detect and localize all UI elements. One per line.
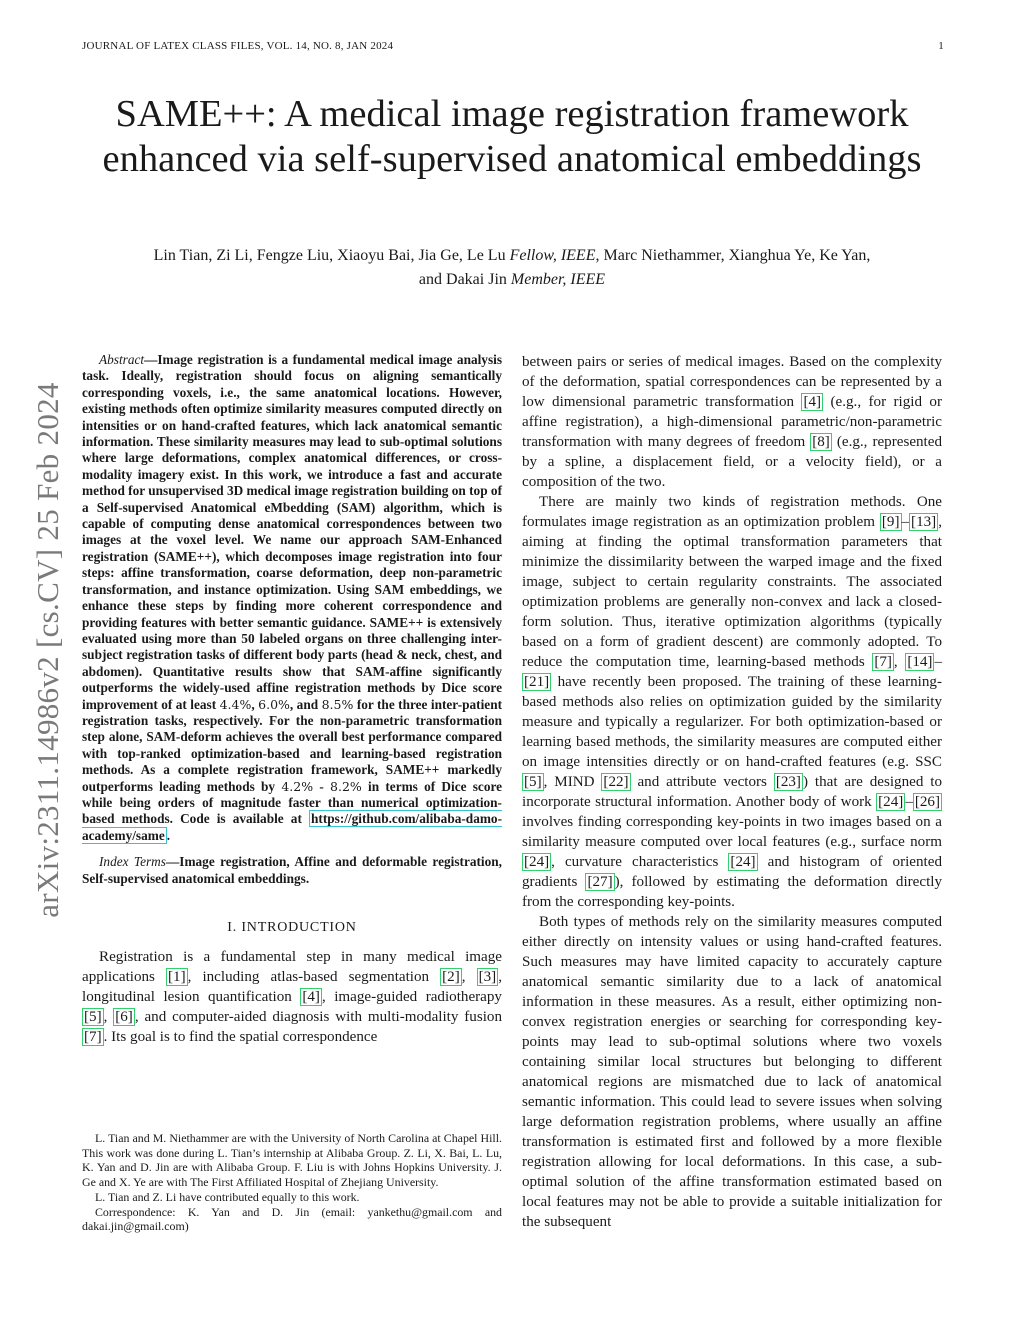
abstract-text-c: , and	[289, 696, 319, 712]
citation-link[interactable]: [3]	[478, 969, 497, 985]
body-text: –	[901, 514, 910, 530]
citation-link[interactable]: [4]	[302, 989, 320, 1005]
abstract-text-d: for the three inter-patient registration tasks, respectively. For the non-parametric transformation step alone, SAM-deform achieves the overall best performance compared with top-ranked optimization-based and learning-based registration methods. As a complete registration framework, SAME++ markedly outperforms leading methods by	[82, 696, 503, 794]
abstract-text-g: .	[166, 827, 171, 843]
citation-link[interactable]: [23]	[775, 774, 801, 790]
body-text: , MIND	[543, 774, 595, 790]
page-number: 1	[938, 40, 944, 52]
intro-text: . Its goal is to find the spatial correspondence	[103, 1029, 378, 1045]
body-text: ) that are designed to incorporate structural information. Another body of work	[522, 774, 942, 810]
paper-title: SAME++: A medical image registration framework enhanced via self-supervised anatomical embeddings	[102, 93, 922, 180]
section-heading-introduction: I. INTRODUCTION	[227, 920, 357, 935]
body-text: and histogram of oriented gradients	[522, 854, 942, 890]
citation-link[interactable]: [26]	[914, 794, 941, 810]
intro-paragraph-1	[82, 947, 502, 1047]
footnote-affiliations: L. Tian and M. Niethammer are with the University of North Carolina at Chapel Hill. This work was done during L. Tian’s internship at Alibaba Group. Z. Li, X. Bai, L. Lu, K. Yan and D. Jin are with Alibaba Group. F. Liu is with Johns Hopkins University. J. Ge and X. Ye are with The First Affiliated Hospital of Zhejiang University.	[82, 1131, 502, 1190]
citation-link[interactable]: [5]	[84, 1009, 102, 1025]
citation-link[interactable]: [13]	[911, 514, 937, 530]
author-list	[70, 244, 954, 292]
body-text: ,	[893, 654, 898, 670]
abstract-label: Abstract	[99, 352, 145, 367]
body-text: , aiming at finding the optimal transformation parameters that minimize the dissimilarity between the warped image and the fixed image, subject to certain regularity constraints. The associated optimization problems are generally non-convex and lack a closed-form solution. Thus, iterative optimization algorithms (typically based on a form of gradient descent) are commonly adopted. To reduce the computation time, learning-based methods	[522, 514, 942, 670]
citation-link[interactable]: [14]	[907, 654, 933, 670]
citation-link[interactable]: [1]	[168, 969, 186, 985]
citation-link[interactable]: [7]	[84, 1029, 102, 1045]
intro-text: , and computer-aided diagnosis with multi-modality fusion	[134, 1009, 502, 1025]
arxiv-identifier-stamp: arXiv:2311.14986v2 [cs.CV] 25 Feb 2024	[30, 382, 65, 918]
abstract-value-3: 8.5%	[321, 696, 354, 712]
journal-name: JOURNAL OF LATEX CLASS FILES, VOL. 14, NO. 8, JAN 2024	[82, 40, 394, 52]
body-text: –	[934, 654, 943, 670]
citation-link[interactable]: [4]	[803, 394, 822, 410]
body-paragraph-methods	[522, 492, 942, 912]
body-text: (e.g., represented by a spline, a displacement field, or a velocity field), or a composition of the two.	[522, 434, 942, 490]
abstract-value-2: 6.0%	[258, 696, 290, 712]
running-header	[82, 40, 944, 52]
footnote-equal-contribution: L. Tian and Z. Li have contributed equally to this work.	[95, 1189, 360, 1204]
body-paragraph-continuation	[522, 352, 942, 492]
author-names-line2: and Dakai Jin	[418, 271, 507, 288]
index-terms	[82, 854, 502, 887]
author-fellow-title: Fellow, IEEE	[509, 247, 596, 264]
body-text: have recently been proposed. The training of these learning-based methods also relies on optimization guided by the similarity measure and typically a regularizer. For both optimization-based or learning based methods, the similarity measures are computed either on image intensities directly or on hand-crafted features (e.g. SSC	[522, 674, 942, 770]
citation-link[interactable]: [24]	[878, 794, 904, 810]
body-text: (e.g., for rigid or affine registration), a high-dimensional parametric/non-parametric transformation with many degrees of freedom	[522, 394, 943, 450]
citation-link[interactable]: [27]	[587, 874, 613, 890]
footnote-correspondence: Correspondence: K. Yan and D. Jin (email: yankethu@gmail.com and dakai.jin@gmail.com)	[82, 1204, 502, 1234]
body-text: There are mainly two kinds of registration methods. One formulates image registration as an optimization problem	[522, 494, 942, 530]
abstract-dash: —	[144, 352, 158, 367]
abstract-text-a: Image registration is a fundamental medical image analysis task. Ideally, registration should focus on aligning semantically corresponding voxels, i.e., the same anatomical locations. However, existing methods often optimize similarity measures computed directly on intensities or on hand-crafted features, which lack anatomical semantic information. These similarity measures may lead to sub-optimal solutions where large deformations, complex anatomical differences, or cross-modality imagery exist. In this work, we introduce a fast and accurate method for unsupervised 3D medical image registration building on top of a Self-supervised Anatomical eMbedding (SAM) algorithm, which is capable of computing dense anatomical correspondences between two images at the voxel level. We name our approach SAM-Enhanced registration (SAME++), which decomposes image registration into four steps: affine transformation, coarse deformation, deep non-parametric transformation, and instance optimization. Using SAM embeddings, we enhance these steps by finding more coherent correspondence and providing features with better semantic guidance. SAME++ is extensively evaluated using more than 50 labeled organs on three challenging inter-subject registration tasks of different body parts (head & neck, chest, and abdomen). Quantitative results show that SAM-affine significantly outperforms the widely-used affine registration methods by Dice score improvement of at least	[82, 352, 502, 712]
citation-link[interactable]: [22]	[603, 774, 629, 790]
body-text: between pairs or series of medical images. Based on the complexity of the deformation, spatial correspondences can be represented by a low dimensional parametric transformation	[522, 354, 942, 410]
index-terms-text: —Image registration, Affine and deformable registration, Self-supervised anatomical embeddings.	[82, 854, 502, 886]
intro-text: , including atlas-based segmentation	[187, 969, 430, 985]
citation-link[interactable]: [5]	[524, 774, 542, 790]
citation-link[interactable]: [24]	[524, 854, 550, 870]
body-paragraph-similarity: Both types of methods rely on the similarity measures computed either directly on intensity values or using hand-crafted features. Such measures may have limited capacity to accurately capture anatomical semantic similarity due to a lack of anatomical information in these measures. As a result, either optimizing non-convex registration energies or searching for corresponding key-points may lead to sub-optimal solutions where two voxels containing similar local structures but belonging to different anatomical regions are mismatched due to lack of anatomical semantic information. This could lead to severe issues when solving large deformation registration problems, where usually an affine transformation is estimated first and followed by a more flexible registration allowing for local deformations. In this case, a sub-optimal solution of the affine transformation estimated based on local features may not be able to provide a suitable initialization for the subsequent	[522, 914, 942, 1230]
body-text: ), followed by estimating the deformation directly from the corresponding key-points.	[522, 874, 943, 910]
body-text: –	[905, 794, 913, 810]
footnotes	[82, 1131, 502, 1234]
citation-link[interactable]: [6]	[115, 1009, 133, 1025]
citation-link[interactable]: [2]	[442, 969, 460, 985]
intro-text: ,	[103, 1009, 108, 1025]
abstract-value-4: 4.2%	[281, 778, 314, 794]
abstract	[82, 352, 502, 844]
citation-link[interactable]: [9]	[881, 514, 900, 530]
abstract-text-f: in terms of Dice score while being orders of magnitude faster than numerical optimization-based methods. Code is available at	[82, 778, 503, 827]
intro-text: Registration is a fundamental step in many medical image applications	[82, 949, 502, 985]
author-member-title: Member, IEEE	[510, 271, 606, 288]
citation-link[interactable]: [7]	[874, 654, 892, 670]
intro-text: , image-guided radiotherapy	[321, 989, 502, 1005]
body-text: and attribute vectors	[637, 774, 767, 790]
intro-text: , longitudinal lesion quantification	[82, 969, 502, 1005]
body-text: , curvature characteristics	[551, 854, 719, 870]
citation-link[interactable]: [21]	[524, 674, 550, 690]
citation-link[interactable]: [24]	[730, 854, 756, 870]
citation-link[interactable]: [8]	[812, 434, 830, 450]
body-text: involves finding corresponding key-points in two images based on a similarity measure computed over local features (e.g., surface norm	[522, 814, 942, 850]
abstract-text-e: -	[319, 778, 324, 794]
abstract-text-b: ,	[251, 696, 255, 712]
index-terms-label: Index Terms	[99, 854, 166, 870]
author-names-line1: Lin Tian, Zi Li, Fengze Liu, Xiaoyu Bai, Jia Ge, Le Lu	[153, 247, 506, 264]
abstract-value-5: 8.2%	[330, 778, 362, 794]
intro-text: ,	[461, 969, 466, 985]
code-repository-link[interactable]: https://github.com/alibaba-damo-academy/same	[82, 811, 503, 843]
right-column	[522, 352, 942, 1232]
left-column	[82, 352, 502, 1047]
author-names-line1-rest: , Marc Niethammer, Xianghua Ye, Ke Yan,	[595, 247, 871, 264]
abstract-value-1: 4.4%	[219, 696, 252, 712]
